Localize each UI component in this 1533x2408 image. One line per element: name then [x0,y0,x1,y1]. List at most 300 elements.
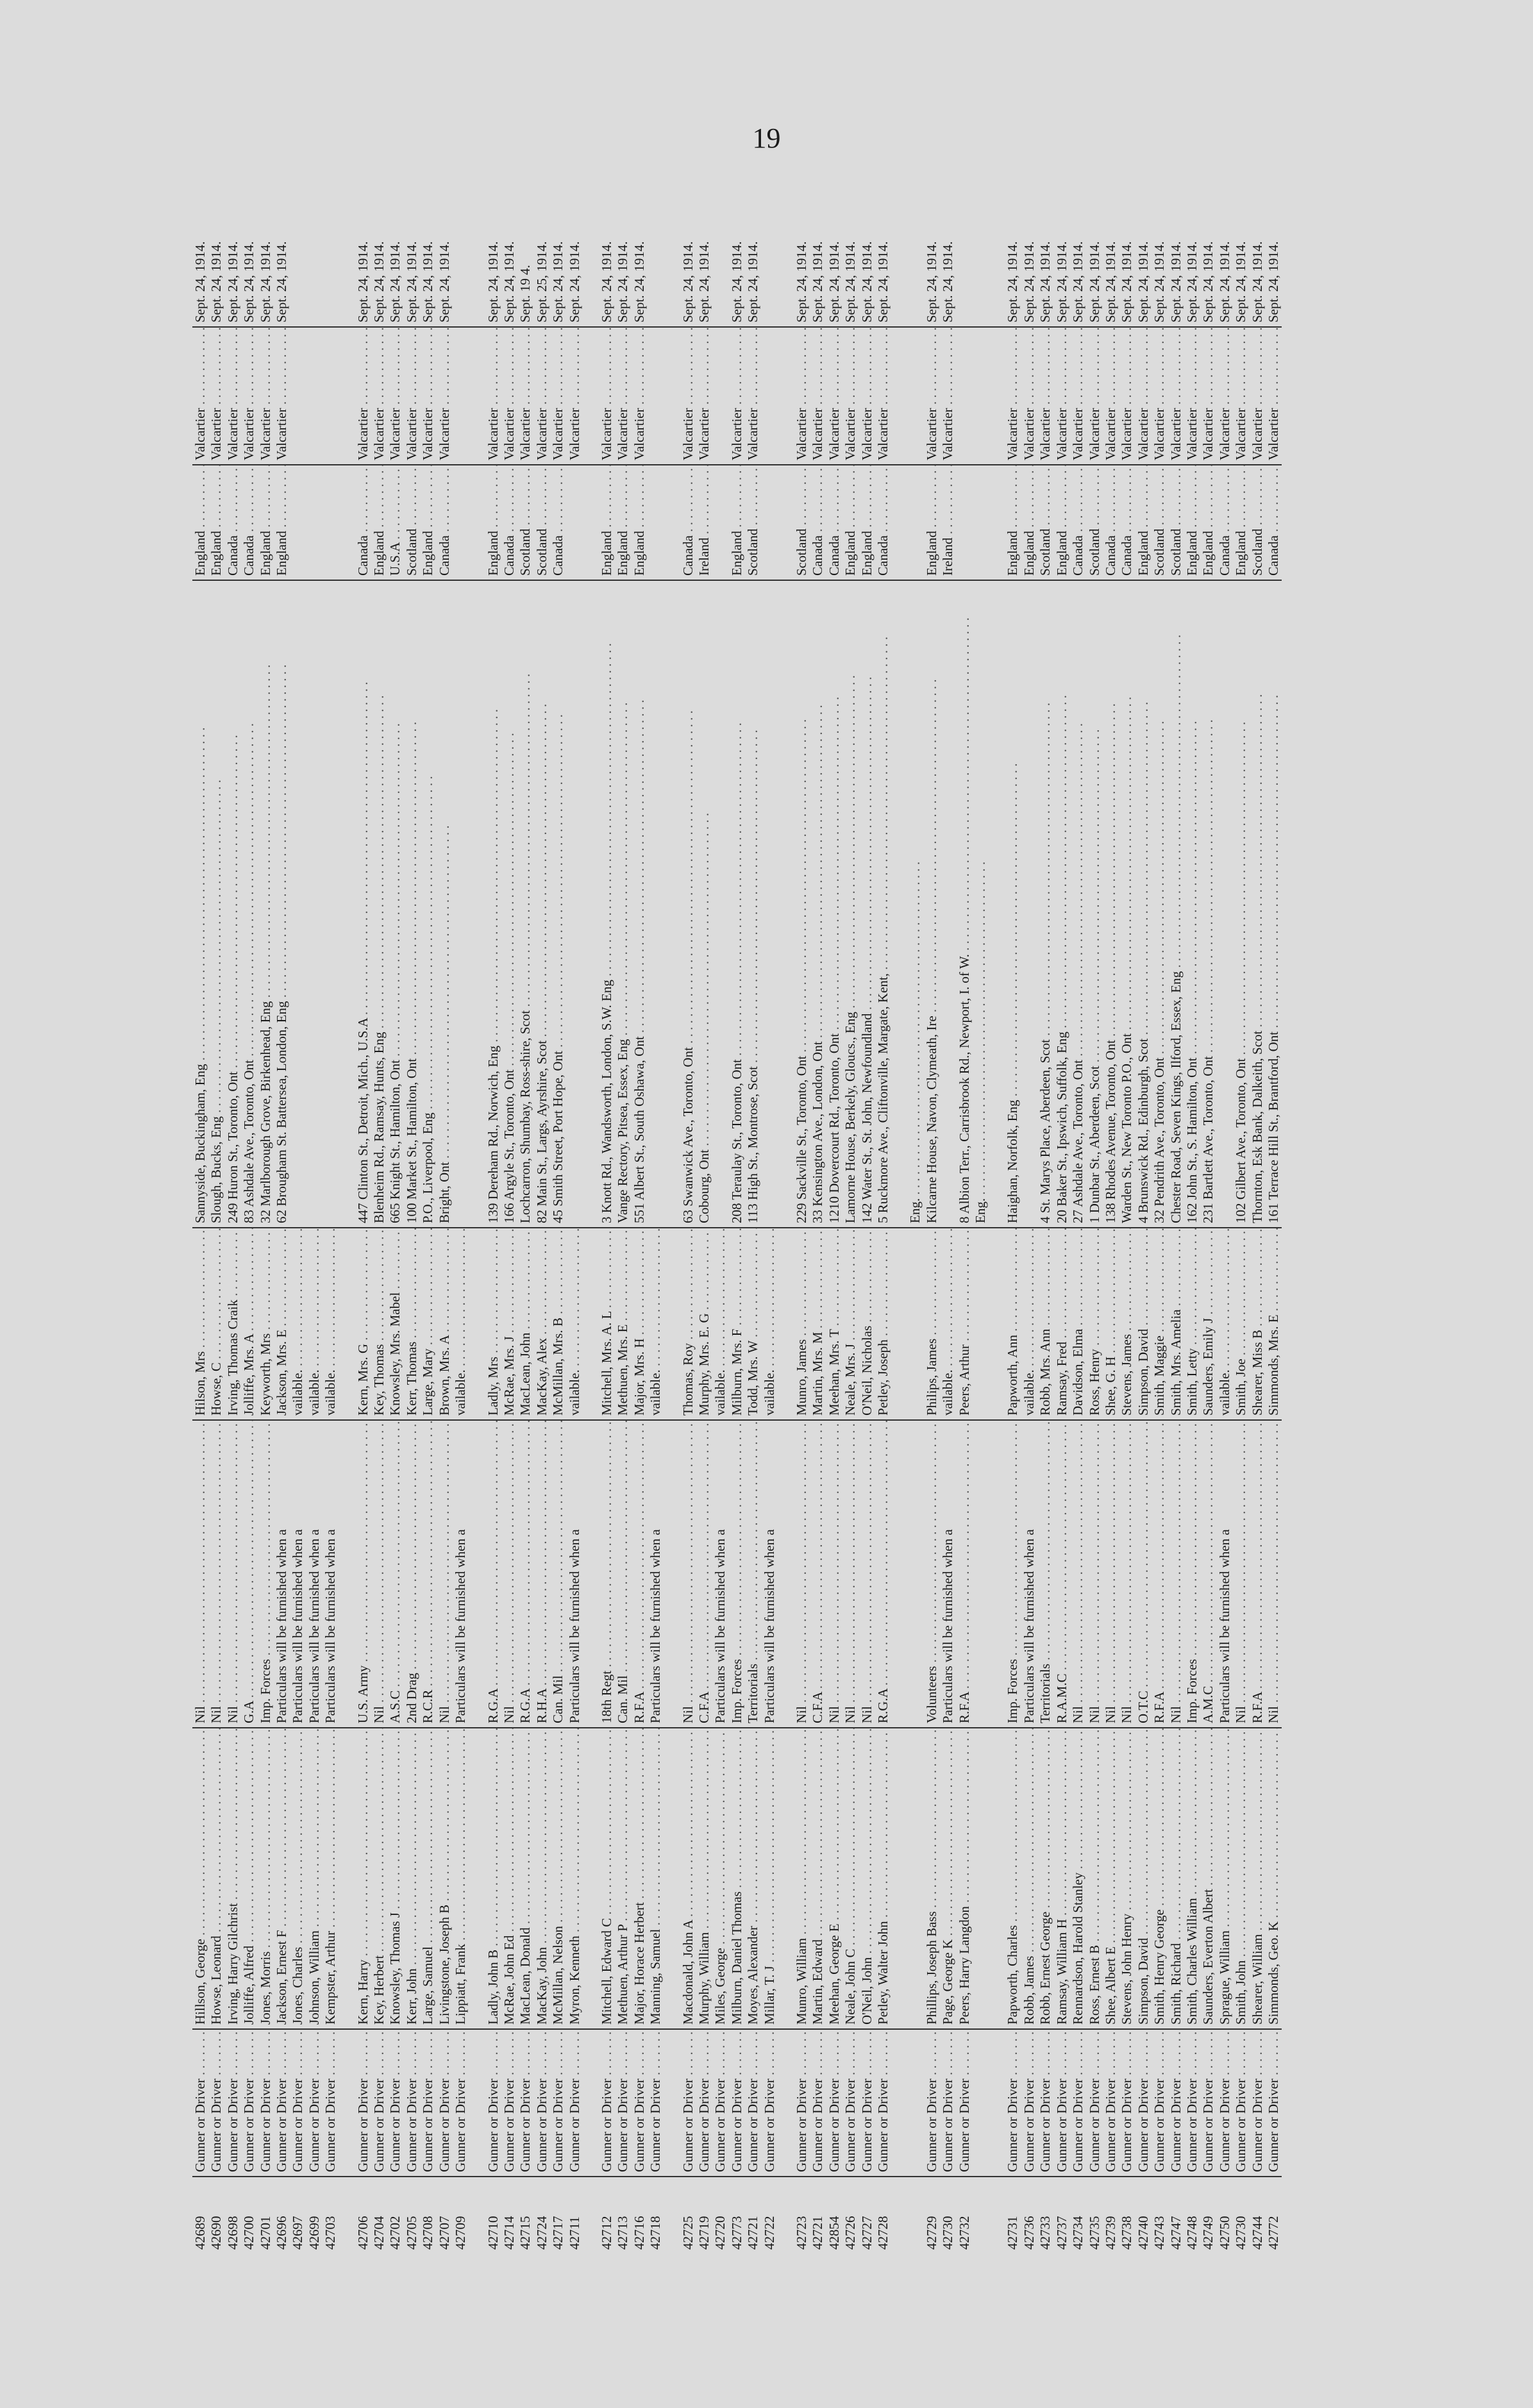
address: 83 Ashdale Ave., Toronto, Ont . . . [241,580,257,1228]
gap-cell [469,1728,485,2029]
table-row [1200,176,1216,2253]
date-of-enlistment: Sept. 24, 1914. [729,176,745,327]
former-corps: Nil . . . [192,1420,208,1728]
rank: Gunner or Driver . . . [1217,2029,1233,2177]
rank: Gunner or Driver . . . [810,2029,826,2177]
regimental-number: 42707 [436,2216,452,2250]
soldier-name: Phillips, Joseph Bass . . . [924,1728,940,2029]
former-corps: R.G.A . . . [875,1420,891,1728]
rank: Gunner or Driver . . . [485,2029,501,2177]
next-of-kin: Keyworth, Mrs . . . [258,1228,274,1420]
date-of-enlistment: Sept. 24, 1914. [632,176,648,327]
rank: Gunner or Driver . . . [615,2029,631,2177]
soldier-name: Simmonds, Geo. K . . . [1266,1728,1282,2029]
country-of-birth [762,465,778,580]
former-corps: R.F.A . . . [1152,1420,1168,1728]
gap-cell [891,2177,907,2253]
page-number: 19 [752,122,781,154]
soldier-name: MacLean, Donald . . . [517,1728,533,2029]
former-corps: Particulars will be furnished when a [940,1420,956,1728]
address [1217,580,1233,1228]
rank: Gunner or Driver . . . [794,2029,810,2177]
date-of-enlistment: Sept. 24, 1914. [1119,176,1135,327]
soldier-name: Sprague, William . . . [1217,1728,1233,2029]
place-of-enlistment: Valcartier . . . [1087,327,1103,465]
next-of-kin: vailable. . . . [762,1228,778,1420]
country-of-birth: England . . . [632,465,648,580]
regimental-number: 42772 [1265,2216,1281,2250]
place-of-enlistment: Valcartier . . . [875,327,891,465]
table-row [1087,176,1103,2253]
next-of-kin: Thomas, Roy . . . [680,1228,696,1420]
former-corps: Nil . . . [1103,1420,1119,1728]
place-of-enlistment: Valcartier . . . [437,327,453,465]
table-row [859,176,875,2253]
date-of-enlistment: Sept. 24, 1914. [274,176,290,327]
place-of-enlistment: Valcartier . . . [1266,327,1282,465]
table-row [485,176,501,2253]
rank [907,2029,923,2177]
address: 100 Market St., Hamilton, Ont . . . [404,580,420,1228]
place-of-enlistment: Valcartier . . . [1135,327,1152,465]
date-of-enlistment: Sept. 24, 1914. [1005,176,1021,327]
regimental-number: 42854 [826,2216,842,2250]
rank: Gunner or Driver . . . [1103,2029,1119,2177]
soldier-name: Jones, Morris . . . [258,1728,274,2029]
address: Vange Rectory, Pitsea, Essex, Eng . . . [615,580,631,1228]
former-corps: Can. Mil . . . [550,1420,566,1728]
date-of-enlistment [453,176,469,327]
table-row [745,176,761,2253]
former-corps: G.A . . . [241,1420,257,1728]
table-row [192,176,208,2253]
former-corps: Particulars will be furnished when a [453,1420,469,1728]
former-corps: Can. Mil . . . [615,1420,631,1728]
gap-cell [583,465,599,580]
regimental-number: 42715 [517,2216,533,2250]
regimental-number: 42716 [631,2216,647,2250]
soldier-name: Jones, Charles . . . [290,1728,306,2029]
table-row [1119,176,1135,2253]
place-of-enlistment [973,327,989,465]
next-of-kin: Kerr, Thomas . . . [404,1228,420,1420]
former-corps: R.G.A . . . [485,1420,501,1728]
row-gap [339,176,355,2253]
place-of-enlistment: Valcartier . . . [842,327,859,465]
regimental-number: 42708 [420,2216,436,2250]
country-of-birth: England . . . [274,465,290,580]
next-of-kin: MacKay, Alex . . . [534,1228,550,1420]
regimental-number: 42736 [1021,2216,1037,2250]
gap-cell [664,176,680,327]
regimental-number: 42702 [387,2216,403,2250]
next-of-kin: Papworth, Ann . . . [1005,1228,1021,1420]
former-corps: Particulars will be furnished when a [762,1420,778,1728]
table-row [306,176,323,2253]
next-of-kin: vailable. . . . [567,1228,583,1420]
next-of-kin: Kern, Mrs. G . . . [355,1228,371,1420]
address: 3 Knott Rd., Wandsworth, London, S.W. Eng . . . [599,580,615,1228]
country-of-birth: England . . . [420,465,436,580]
gap-cell [891,1420,907,1728]
former-corps: Particulars will be furnished when a [323,1420,339,1728]
date-of-enlistment: Sept. 24, 1914. [225,176,241,327]
place-of-enlistment: Valcartier . . . [1070,327,1086,465]
country-of-birth [306,465,323,580]
regimental-number: 42732 [956,2216,972,2250]
date-of-enlistment: Sept. 24, 1914. [826,176,842,327]
regimental-number: 42731 [1005,2216,1021,2250]
row-gap [891,176,907,2253]
table-row [355,176,371,2253]
place-of-enlistment [306,327,323,465]
next-of-kin: Philips, James . . . [924,1228,940,1420]
next-of-kin: vailable. . . . [940,1228,956,1420]
soldier-name: Miles, George . . . [712,1728,728,2029]
soldier-name: Martin, Edward . . . [810,1728,826,2029]
regimental-number: 42709 [453,2216,469,2250]
address [567,580,583,1228]
address [323,580,339,1228]
gap-cell [583,1228,599,1420]
country-of-birth: Canada . . . [501,465,517,580]
regimental-number: 42700 [241,2216,257,2250]
address: 33 Kensington Ave., London, Ont . . . [810,580,826,1228]
gap-cell [778,1228,794,1420]
place-of-enlistment: Valcartier . . . [1119,327,1135,465]
regimental-number: 42744 [1249,2216,1265,2250]
rank: Gunner or Driver . . . [1037,2029,1053,2177]
place-of-enlistment: Valcartier . . . [208,327,224,465]
former-corps: Nil . . . [859,1420,875,1728]
place-of-enlistment: Valcartier . . . [745,327,761,465]
place-of-enlistment: Valcartier . . . [1037,327,1053,465]
place-of-enlistment: Valcartier . . . [371,327,387,465]
next-of-kin: Howse, C . . . [208,1228,224,1420]
row-gap [583,176,599,2253]
gap-cell [891,176,907,327]
gap-cell [778,2177,794,2253]
rank: Gunner or Driver . . . [632,2029,648,2177]
place-of-enlistment: Valcartier . . . [859,327,875,465]
table-row [550,176,566,2253]
regimental-number: 42711 [566,2216,582,2250]
country-of-birth: Scotland . . . [1152,465,1168,580]
date-of-enlistment: Sept. 25, 1914. [534,176,550,327]
date-of-enlistment: Sept. 24, 1914. [371,176,387,327]
former-corps: Particulars will be furnished when a [290,1420,306,1728]
former-corps: 18th Regt . . . [599,1420,615,1728]
country-of-birth: England . . . [924,465,940,580]
row-gap [664,176,680,2253]
gap-cell [891,465,907,580]
gap-cell [469,2029,485,2177]
address: Chester Road, Seven Kings, Ilford, Essex, Eng . . . [1168,580,1184,1228]
former-corps: Territorials . . . [1037,1420,1053,1728]
former-corps: Particulars will be furnished when a [306,1420,323,1728]
country-of-birth [973,465,989,580]
regimental-number: 42724 [533,2216,549,2250]
place-of-enlistment: Valcartier . . . [567,327,583,465]
place-of-enlistment: Valcartier . . . [485,327,501,465]
regimental-number: 42750 [1216,2216,1232,2250]
rank: Gunner or Driver . . . [1021,2029,1037,2177]
table-row [924,176,940,2253]
former-corps: Imp. Forces . . . [258,1420,274,1728]
former-corps: R.C.R . . . [420,1420,436,1728]
table-row [648,176,664,2253]
gap-cell [891,2029,907,2177]
next-of-kin: Simmonds, Mrs. E . . . [1266,1228,1282,1420]
place-of-enlistment: Valcartier . . . [1250,327,1266,465]
table-row [696,176,712,2253]
regimental-number: 42718 [648,2216,664,2250]
date-of-enlistment: Sept. 19 4. [517,176,533,327]
former-corps: Nil . . . [680,1420,696,1728]
address: 32 Pendrith Ave., Toronto, Ont . . . [1152,580,1168,1228]
rank: Gunner or Driver . . . [1233,2029,1249,2177]
regimental-number: 42717 [550,2216,566,2250]
soldier-name: Key, Herbert . . . [371,1728,387,2029]
regimental-number [973,2177,989,2253]
soldier-name: Jolliffe, Alfred . . . [241,1728,257,2029]
address: Bright, Ont . . . [437,580,453,1228]
soldier-name: Papworth, Charles . . . [1005,1728,1021,2029]
country-of-birth: Canada . . . [875,465,891,580]
next-of-kin: Irving, Thomas Craik . . . [225,1228,241,1420]
soldier-name: Kempster, Arthur . . . [323,1728,339,2029]
gap-cell [339,580,355,1228]
next-of-kin: Smith, Mrs. Amelia . . . [1168,1228,1184,1420]
regimental-number: 42747 [1168,2216,1184,2250]
former-corps: Nil . . . [371,1420,387,1728]
gap-cell [583,327,599,465]
next-of-kin: Robb, Mrs. Ann . . . [1037,1228,1053,1420]
gap-cell [664,1420,680,1728]
former-corps: C.F.A . . . [810,1420,826,1728]
address: 4 Brunswick Rd., Edinburgh, Scot . . . [1135,580,1152,1228]
country-of-birth: Canada . . . [1103,465,1119,580]
soldier-name: Methuen, Arthur P . . . [615,1728,631,2029]
soldier-name: Page, George K . . . [940,1728,956,2029]
place-of-enlistment: Valcartier . . . [1152,327,1168,465]
date-of-enlistment [973,176,989,327]
next-of-kin: Davidson, Elma . . . [1070,1228,1086,1420]
place-of-enlistment: Valcartier . . . [1233,327,1249,465]
soldier-name: Milburn, Daniel Thomas . . . [729,1728,745,2029]
gap-cell [778,465,794,580]
address: 139 Dereham Rd., Norwich, Eng . . . [485,580,501,1228]
date-of-enlistment: Sept. 24, 1914. [567,176,583,327]
date-of-enlistment [290,176,306,327]
country-of-birth: Canada . . . [1119,465,1135,580]
former-corps: Nil . . . [826,1420,842,1728]
address: 102 Gilbert Ave., Toronto, Ont . . . [1233,580,1249,1228]
soldier-name: Livingstone, Joseph B . . . [437,1728,453,2029]
date-of-enlistment: Sept. 24, 1914. [550,176,566,327]
next-of-kin: MacLean, John . . . [517,1228,533,1420]
row-gap [778,176,794,2253]
gap-cell [339,1728,355,2029]
former-corps: 2nd Drag . . . [404,1420,420,1728]
country-of-birth: Scotland . . . [404,465,420,580]
gap-cell [664,1228,680,1420]
regimental-number: 42749 [1200,2216,1216,2250]
soldier-name: Smith, Charles William . . . [1184,1728,1200,2029]
place-of-enlistment: Valcartier . . . [632,327,648,465]
rank: Gunner or Driver . . . [826,2029,842,2177]
rank: Gunner or Driver . . . [924,2029,940,2177]
gap-cell [583,1728,599,2029]
date-of-enlistment: Sept. 24, 1914. [404,176,420,327]
country-of-birth: England . . . [1135,465,1152,580]
address: Warden St., New Toronto P.O., Ont . . . [1119,580,1135,1228]
soldier-name: Smith, John . . . [1233,1728,1249,2029]
table-row [517,176,533,2253]
former-corps: A.M.C . . . [1200,1420,1216,1728]
date-of-enlistment [907,176,923,327]
rank: Gunner or Driver . . . [241,2029,257,2177]
gap-cell [664,327,680,465]
place-of-enlistment: Valcartier . . . [355,327,371,465]
former-corps: R.F.A . . . [957,1420,973,1728]
regimental-number: 42721 [745,2216,761,2250]
country-of-birth: England . . . [859,465,875,580]
soldier-name: Large, Samuel . . . [420,1728,436,2029]
address [1021,580,1037,1228]
country-of-birth: England . . . [729,465,745,580]
table-row [1184,176,1200,2253]
rank: Gunner or Driver . . . [420,2029,436,2177]
rank: Gunner or Driver . . . [290,2029,306,2177]
date-of-enlistment: Sept. 24, 1914. [1135,176,1152,327]
gap-cell [989,1420,1005,1728]
former-corps [973,1420,989,1728]
next-of-kin: Munro, James . . . [794,1228,810,1420]
former-corps: Nil . . . [501,1420,517,1728]
date-of-enlistment: Sept. 24, 1914. [1087,176,1103,327]
gap-cell [469,176,485,327]
address: 166 Argyle St., Toronto, Ont . . . [501,580,517,1228]
soldier-name: Lippiatt, Frank . . . [453,1728,469,2029]
date-of-enlistment: Sept. 24, 1914. [485,176,501,327]
gap-cell [989,465,1005,580]
former-corps: R.A.M.C . . . [1054,1420,1070,1728]
date-of-enlistment: Sept. 24, 1914. [810,176,826,327]
table-row [712,176,728,2253]
place-of-enlistment [323,327,339,465]
address: Lamorne House, Berkely, Gloucs., Eng . . . [842,580,859,1228]
address: 27 Ashdale Ave., Toronto, Ont . . . [1070,580,1086,1228]
former-corps: Nil . . . [1266,1420,1282,1728]
address: 142 Water St., St. John, Newfoundland . . . [859,580,875,1228]
soldier-name: Smith, Richard . . . [1168,1728,1184,2029]
next-of-kin: vailable. . . . [648,1228,664,1420]
regimental-number: 42738 [1119,2216,1135,2250]
soldier-name [907,1728,923,2029]
table-row [453,176,469,2253]
former-corps: Nil . . . [794,1420,810,1728]
regimental-number: 42714 [501,2216,517,2250]
next-of-kin: vailable. . . . [323,1228,339,1420]
place-of-enlistment: Valcartier . . . [599,327,615,465]
table-row [1266,176,1282,2253]
date-of-enlistment: Sept. 24, 1914. [794,176,810,327]
table-row [810,176,826,2253]
former-corps: Particulars will be furnished when a [712,1420,728,1728]
soldier-name: Kerr, John . . . [404,1728,420,2029]
gap-cell [469,465,485,580]
regimental-number: 42713 [615,2216,631,2250]
rank: Gunner or Driver . . . [1087,2029,1103,2177]
country-of-birth: England . . . [842,465,859,580]
soldier-name: Jackson, Ernest F . . . [274,1728,290,2029]
rank: Gunner or Driver . . . [729,2029,745,2177]
place-of-enlistment [957,327,973,465]
former-corps: Nil . . . [437,1420,453,1728]
place-of-enlistment: Valcartier . . . [501,327,517,465]
regimental-number [907,2177,923,2253]
gap-cell [583,580,599,1228]
address: 249 Huron St., Toronto, Ont . . . [225,580,241,1228]
regimental-number: 42699 [306,2216,322,2250]
regimental-number: 42698 [224,2216,240,2250]
roll-table [192,176,1282,2253]
country-of-birth: Scotland . . . [1168,465,1184,580]
country-of-birth [453,465,469,580]
gap-cell [339,465,355,580]
soldier-name: Mitchell, Edward C . . . [599,1728,615,2029]
regimental-number: 42739 [1102,2216,1118,2250]
gap-cell [583,1420,599,1728]
table-row [323,176,339,2253]
soldier-name: Simpson, David . . . [1135,1728,1152,2029]
country-of-birth: England . . . [258,465,274,580]
former-corps: Nil . . . [225,1420,241,1728]
soldier-name: Stevens, John Henry . . . [1119,1728,1135,2029]
address: 62 Brougham St. Battersea, London, Eng . . . [274,580,290,1228]
date-of-enlistment: Sept. 24, 1914. [875,176,891,327]
regimental-number: 42773 [728,2216,744,2250]
table-row [973,176,989,2253]
rank: Gunner or Driver . . . [745,2029,761,2177]
address [290,580,306,1228]
former-corps: R.F.A . . . [632,1420,648,1728]
soldier-name: Moyes, Alexander . . . [745,1728,761,2029]
next-of-kin: Petley, Joseph . . . [875,1228,891,1420]
country-of-birth: U.S.A . . . [387,465,403,580]
gap-cell [989,2177,1005,2253]
gap-cell [469,1420,485,1728]
rank: Gunner or Driver . . . [1152,2029,1168,2177]
place-of-enlistment: Valcartier . . . [1005,327,1021,465]
rank: Gunner or Driver . . . [859,2029,875,2177]
rank: Gunner or Driver . . . [1200,2029,1216,2177]
soldier-name: Robb, Ernest George . . . [1037,1728,1053,2029]
regimental-number: 42730 [1233,2216,1249,2250]
soldier-name: Kern, Harry . . . [355,1728,371,2029]
soldier-name: Peers, Harry Langdon . . . [957,1728,973,2029]
next-of-kin: Shearer, Miss B . . . [1250,1228,1266,1420]
table-row [680,176,696,2253]
rank: Gunner or Driver . . . [842,2029,859,2177]
soldier-name: Rennardson, Harold Stanley . . . [1070,1728,1086,2029]
gap-cell [778,580,794,1228]
table-row [762,176,778,2253]
former-corps: Nil . . . [208,1420,224,1728]
next-of-kin: Hilson, Mrs . . . [192,1228,208,1420]
soldier-name: Ramsay, William H . . . [1054,1728,1070,2029]
